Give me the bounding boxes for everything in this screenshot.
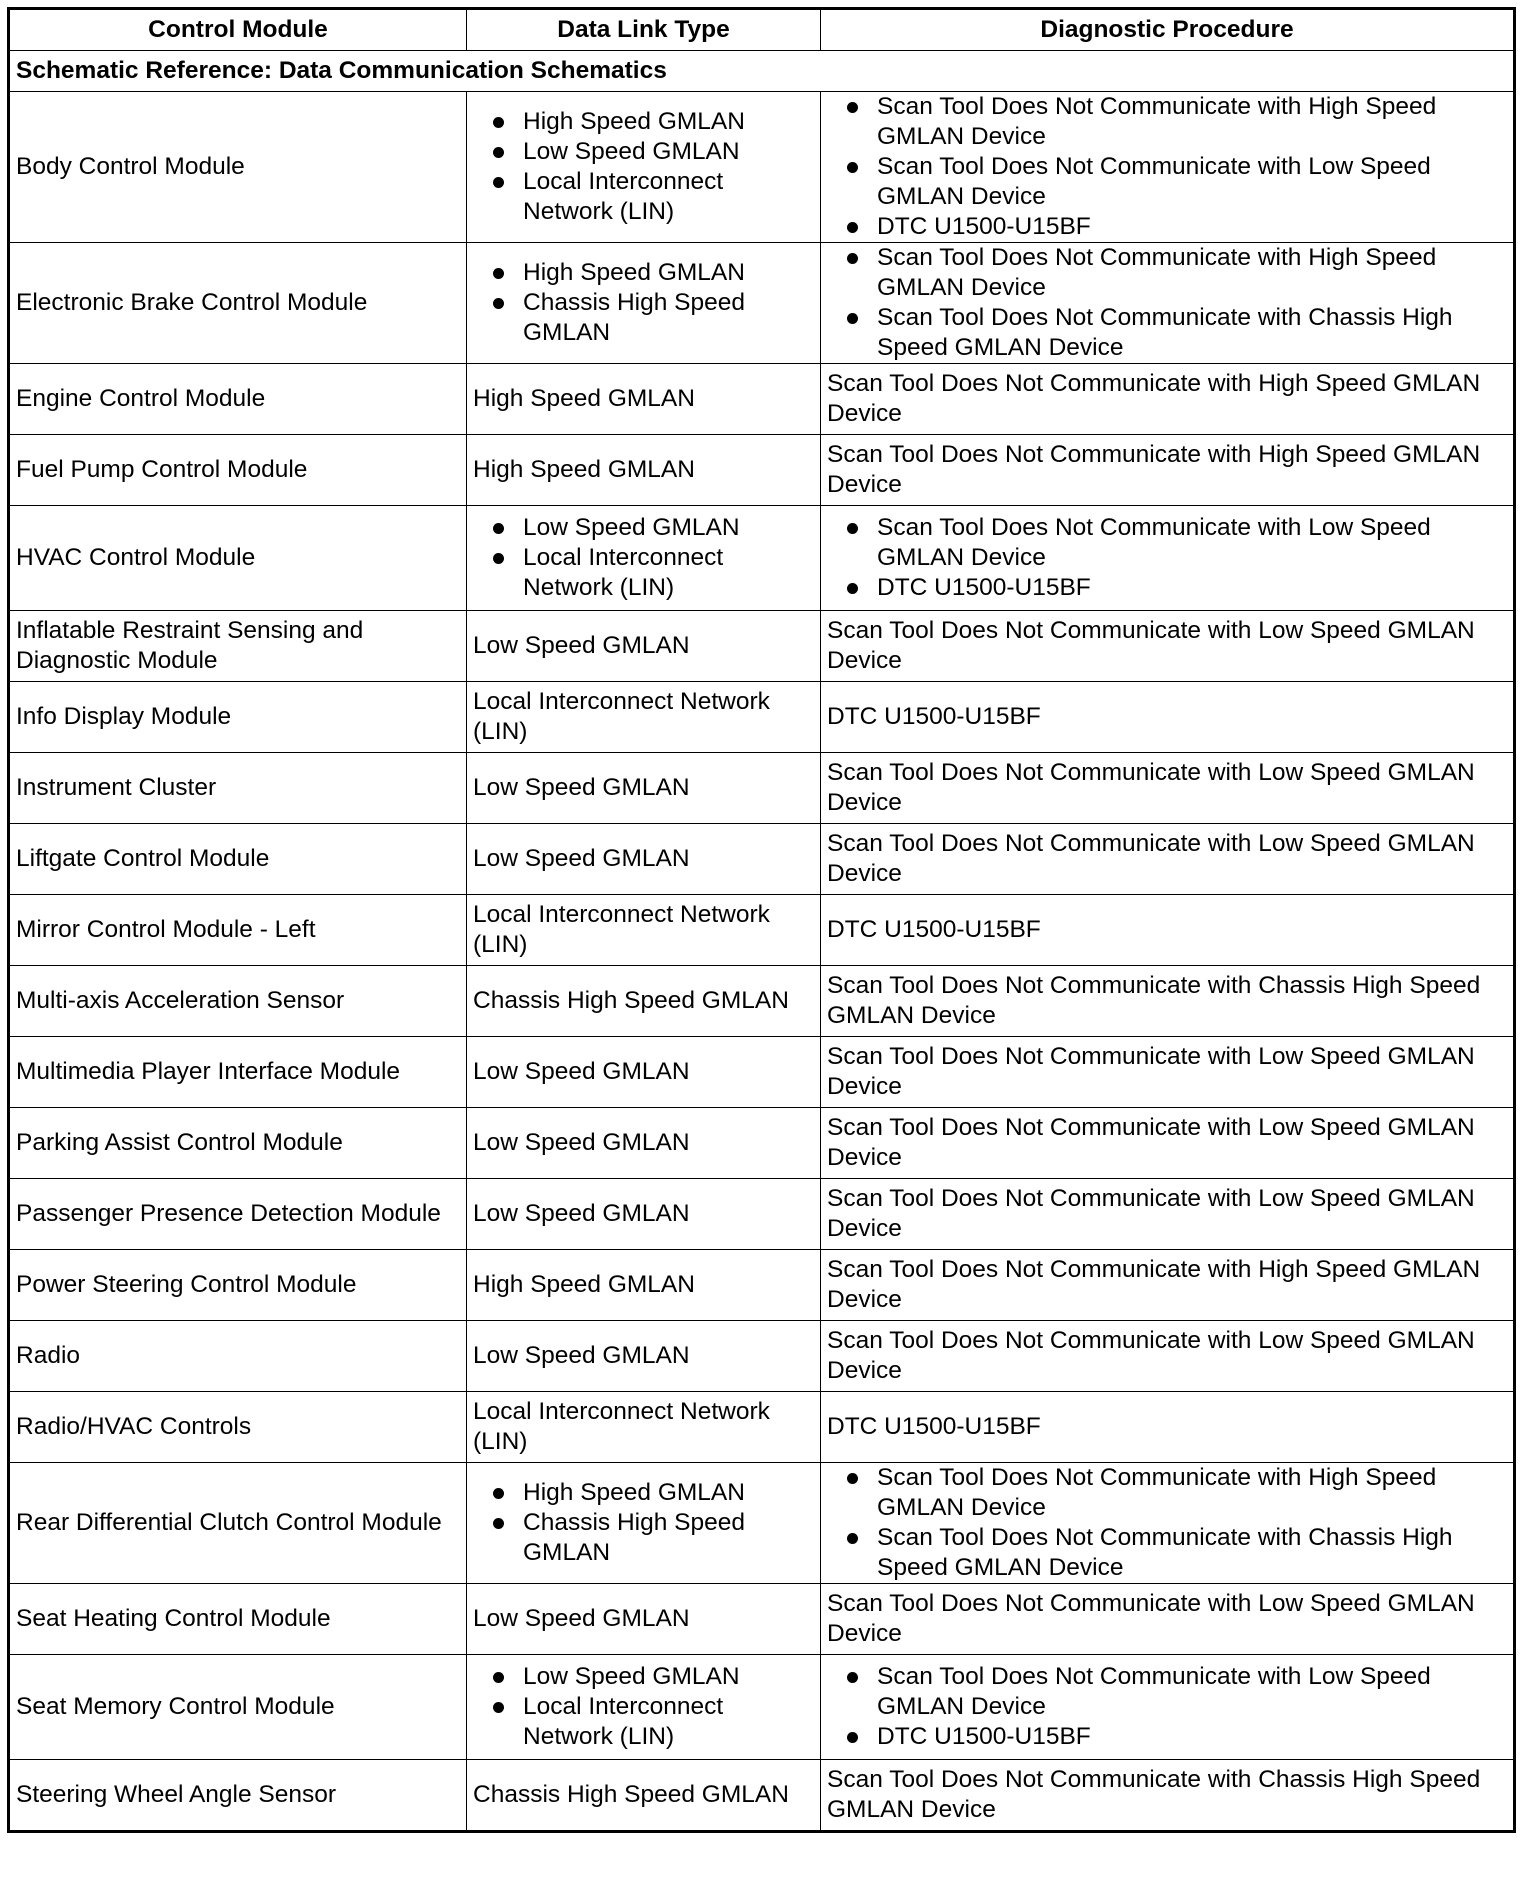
header-data-link-type: Data Link Type xyxy=(467,9,821,51)
table-row xyxy=(9,682,1515,753)
table-row xyxy=(9,611,1515,682)
table-row xyxy=(9,1321,1515,1392)
diagnostic-procedure-cell xyxy=(821,506,1515,611)
data-link-type-cell xyxy=(467,243,821,364)
list-item: High Speed GMLAN xyxy=(523,258,814,288)
table-row xyxy=(9,1108,1515,1179)
list-item: Local Interconnect Network (LIN) xyxy=(523,167,814,227)
data-link-table xyxy=(7,7,1516,1833)
control-module-cell: Mirror Control Module - Left xyxy=(9,895,467,966)
control-module-cell: Radio xyxy=(9,1321,467,1392)
diagnostic-procedure-cell: Scan Tool Does Not Communicate with Low Speed GMLAN Device xyxy=(821,753,1515,824)
diagnostic-procedure-cell: DTC U1500-U15BF xyxy=(821,895,1515,966)
bullet-list xyxy=(827,243,1507,363)
table-row xyxy=(9,92,1515,243)
control-module-cell: Multimedia Player Interface Module xyxy=(9,1037,467,1108)
diagnostic-procedure-cell xyxy=(821,1655,1515,1760)
table-row xyxy=(9,1037,1515,1108)
list-item: DTC U1500-U15BF xyxy=(877,1722,1507,1752)
data-link-type-cell xyxy=(467,92,821,243)
list-item: DTC U1500-U15BF xyxy=(877,212,1507,242)
diagnostic-procedure-cell xyxy=(821,92,1515,243)
data-link-type-cell: Low Speed GMLAN xyxy=(467,1108,821,1179)
control-module-cell: HVAC Control Module xyxy=(9,506,467,611)
control-module-cell: Power Steering Control Module xyxy=(9,1250,467,1321)
table-row xyxy=(9,364,1515,435)
diagnostic-procedure-cell: Scan Tool Does Not Communicate with Low Speed GMLAN Device xyxy=(821,1321,1515,1392)
table-row xyxy=(9,1463,1515,1584)
control-module-cell: Electronic Brake Control Module xyxy=(9,243,467,364)
diagnostic-procedure-cell: Scan Tool Does Not Communicate with Low Speed GMLAN Device xyxy=(821,1108,1515,1179)
data-link-type-cell: Low Speed GMLAN xyxy=(467,1037,821,1108)
table-row xyxy=(9,1392,1515,1463)
bullet-list xyxy=(473,1662,814,1752)
bullet-list xyxy=(827,513,1507,603)
control-module-cell: Seat Memory Control Module xyxy=(9,1655,467,1760)
table-row xyxy=(9,1584,1515,1655)
control-module-cell: Instrument Cluster xyxy=(9,753,467,824)
table-row xyxy=(9,506,1515,611)
table-row xyxy=(9,1250,1515,1321)
data-link-type-cell: High Speed GMLAN xyxy=(467,1250,821,1321)
data-link-type-cell: Low Speed GMLAN xyxy=(467,1584,821,1655)
control-module-cell: Parking Assist Control Module xyxy=(9,1108,467,1179)
data-link-type-cell xyxy=(467,1655,821,1760)
list-item: Low Speed GMLAN xyxy=(523,513,814,543)
bullet-list xyxy=(827,1463,1507,1583)
list-item: Scan Tool Does Not Communicate with Chassis High Speed GMLAN Device xyxy=(877,303,1507,363)
table-row xyxy=(9,1179,1515,1250)
data-link-type-cell: Low Speed GMLAN xyxy=(467,824,821,895)
bullet-list xyxy=(473,1478,814,1568)
diagnostic-procedure-cell: Scan Tool Does Not Communicate with Chassis High Speed GMLAN Device xyxy=(821,966,1515,1037)
diagnostic-procedure-cell: Scan Tool Does Not Communicate with Low Speed GMLAN Device xyxy=(821,824,1515,895)
control-module-cell: Rear Differential Clutch Control Module xyxy=(9,1463,467,1584)
table-row xyxy=(9,243,1515,364)
list-item: Local Interconnect Network (LIN) xyxy=(523,543,814,603)
table-row xyxy=(9,435,1515,506)
diagnostic-procedure-cell: DTC U1500-U15BF xyxy=(821,682,1515,753)
list-item: Scan Tool Does Not Communicate with Chassis High Speed GMLAN Device xyxy=(877,1523,1507,1583)
bullet-list xyxy=(827,1662,1507,1752)
diagnostic-procedure-cell: Scan Tool Does Not Communicate with Low Speed GMLAN Device xyxy=(821,1179,1515,1250)
data-link-type-cell: High Speed GMLAN xyxy=(467,364,821,435)
control-module-cell: Engine Control Module xyxy=(9,364,467,435)
list-item: Scan Tool Does Not Communicate with Low Speed GMLAN Device xyxy=(877,513,1507,573)
list-item: Low Speed GMLAN xyxy=(523,137,814,167)
control-module-cell: Body Control Module xyxy=(9,92,467,243)
list-item: Scan Tool Does Not Communicate with Low Speed GMLAN Device xyxy=(877,152,1507,212)
data-link-type-cell xyxy=(467,506,821,611)
control-module-cell: Seat Heating Control Module xyxy=(9,1584,467,1655)
data-link-type-cell: Low Speed GMLAN xyxy=(467,1179,821,1250)
list-item: Chassis High Speed GMLAN xyxy=(523,288,814,348)
data-link-type-cell: Low Speed GMLAN xyxy=(467,753,821,824)
control-module-cell: Multi-axis Acceleration Sensor xyxy=(9,966,467,1037)
control-module-cell: Passenger Presence Detection Module xyxy=(9,1179,467,1250)
data-link-type-cell: Low Speed GMLAN xyxy=(467,1321,821,1392)
diagnostic-procedure-cell: Scan Tool Does Not Communicate with Low Speed GMLAN Device xyxy=(821,611,1515,682)
diagnostic-procedure-cell xyxy=(821,1463,1515,1584)
diagnostic-procedure-cell: Scan Tool Does Not Communicate with High Speed GMLAN Device xyxy=(821,435,1515,506)
table-row xyxy=(9,895,1515,966)
control-module-cell: Inflatable Restraint Sensing and Diagnostic Module xyxy=(9,611,467,682)
list-item: Chassis High Speed GMLAN xyxy=(523,1508,814,1568)
control-module-cell: Radio/HVAC Controls xyxy=(9,1392,467,1463)
header-control-module: Control Module xyxy=(9,9,467,51)
diagnostic-procedure-cell: Scan Tool Does Not Communicate with High Speed GMLAN Device xyxy=(821,364,1515,435)
table-row xyxy=(9,1760,1515,1832)
list-item: High Speed GMLAN xyxy=(523,1478,814,1508)
data-link-type-cell: Low Speed GMLAN xyxy=(467,611,821,682)
list-item: Scan Tool Does Not Communicate with High Speed GMLAN Device xyxy=(877,243,1507,303)
data-link-type-cell: Chassis High Speed GMLAN xyxy=(467,966,821,1037)
diagnostic-procedure-cell: Scan Tool Does Not Communicate with Low Speed GMLAN Device xyxy=(821,1037,1515,1108)
data-link-type-cell xyxy=(467,1463,821,1584)
schematic-reference: Schematic Reference: Data Communication Schematics xyxy=(9,51,1515,92)
table-row xyxy=(9,753,1515,824)
bullet-list xyxy=(473,107,814,227)
data-link-type-cell: Local Interconnect Network (LIN) xyxy=(467,895,821,966)
list-item: High Speed GMLAN xyxy=(523,107,814,137)
header-row xyxy=(9,9,1515,51)
list-item: Low Speed GMLAN xyxy=(523,1662,814,1692)
bullet-list xyxy=(473,513,814,603)
bullet-list xyxy=(827,92,1507,242)
list-item: Scan Tool Does Not Communicate with High Speed GMLAN Device xyxy=(877,92,1507,152)
diagnostic-procedure-cell: Scan Tool Does Not Communicate with High Speed GMLAN Device xyxy=(821,1250,1515,1321)
table-row xyxy=(9,824,1515,895)
table-row xyxy=(9,966,1515,1037)
table-body xyxy=(9,51,1515,1832)
bullet-list xyxy=(473,258,814,348)
control-module-cell: Fuel Pump Control Module xyxy=(9,435,467,506)
section-row xyxy=(9,51,1515,92)
data-link-type-cell: High Speed GMLAN xyxy=(467,435,821,506)
data-link-type-cell: Local Interconnect Network (LIN) xyxy=(467,1392,821,1463)
data-link-type-cell: Chassis High Speed GMLAN xyxy=(467,1760,821,1832)
control-module-cell: Steering Wheel Angle Sensor xyxy=(9,1760,467,1832)
list-item: Scan Tool Does Not Communicate with Low Speed GMLAN Device xyxy=(877,1662,1507,1722)
diagnostic-procedure-cell: DTC U1500-U15BF xyxy=(821,1392,1515,1463)
diagnostic-procedure-cell xyxy=(821,243,1515,364)
list-item: DTC U1500-U15BF xyxy=(877,573,1507,603)
header-diagnostic-procedure: Diagnostic Procedure xyxy=(821,9,1515,51)
diagnostic-procedure-cell: Scan Tool Does Not Communicate with Low Speed GMLAN Device xyxy=(821,1584,1515,1655)
list-item: Scan Tool Does Not Communicate with High Speed GMLAN Device xyxy=(877,1463,1507,1523)
control-module-cell: Info Display Module xyxy=(9,682,467,753)
control-module-cell: Liftgate Control Module xyxy=(9,824,467,895)
data-link-type-cell: Local Interconnect Network (LIN) xyxy=(467,682,821,753)
table-row xyxy=(9,1655,1515,1760)
list-item: Local Interconnect Network (LIN) xyxy=(523,1692,814,1752)
diagnostic-procedure-cell: Scan Tool Does Not Communicate with Chassis High Speed GMLAN Device xyxy=(821,1760,1515,1832)
